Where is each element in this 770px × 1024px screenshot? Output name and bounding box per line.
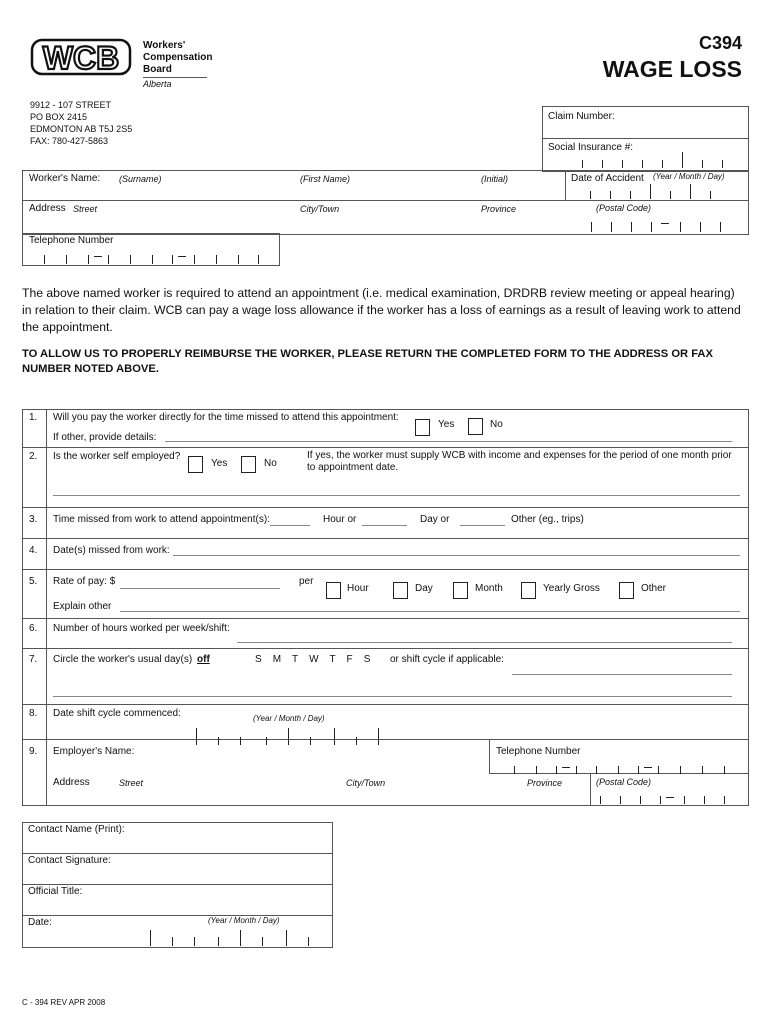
- q8-tick: [356, 737, 357, 745]
- q1-no-checkbox[interactable]: [468, 418, 483, 435]
- sin-label[interactable]: Social Insurance #:: [548, 142, 634, 153]
- q7-off-label: off: [197, 654, 210, 665]
- phone-tick: [66, 255, 67, 264]
- q7-field[interactable]: [53, 696, 732, 697]
- q5-yearly-label: Yearly Gross: [543, 583, 600, 594]
- telephone-label[interactable]: Telephone Number: [29, 235, 114, 246]
- postal-dash: [661, 223, 669, 224]
- q5-per-label: per: [299, 576, 314, 587]
- q9-text: Employer's Name:: [53, 746, 135, 757]
- postal-tick: [631, 222, 632, 232]
- phone-tick: [44, 255, 45, 264]
- q9-phone-tick: [596, 766, 597, 774]
- sin-tick: [642, 160, 643, 168]
- q8-tick: [334, 728, 335, 745]
- intro-paragraph: The above named worker is required to attend an appointment (i.e. medical examination, DRDRB review meeting or appeal hearing) in relation to their claim. WCB can pay a wage loss allowance if the worker has a loss of earnings as a result of leaving work to attend the appointment.: [22, 286, 741, 334]
- q9-postal-tick: [620, 796, 621, 804]
- q4-field[interactable]: [173, 555, 740, 556]
- q6-number: 6.: [29, 623, 38, 634]
- q5-hour-checkbox[interactable]: [326, 582, 341, 599]
- q8-tick: [288, 728, 289, 745]
- svg-text:WCB: WCB: [42, 40, 120, 76]
- q2-yes-label: Yes: [211, 458, 228, 469]
- claim-divider: [542, 138, 749, 139]
- address-line3: EDMONTON AB T5J 2S5: [30, 124, 133, 134]
- sin-tick: [682, 152, 683, 168]
- org-region: Alberta: [143, 79, 172, 89]
- q2-field[interactable]: [53, 495, 740, 496]
- q5-day-label: Day: [415, 583, 433, 594]
- worker-divider: [22, 200, 749, 201]
- q9-postal-tick: [600, 796, 601, 804]
- phone-tick: [194, 255, 195, 264]
- accident-date-label[interactable]: Date of Accident: [571, 173, 644, 184]
- q9-phone-tick: [618, 766, 619, 774]
- phone-tick: [88, 255, 89, 264]
- q9-divider: [489, 773, 749, 774]
- q4-number: 4.: [29, 545, 38, 556]
- q8-tick: [240, 737, 241, 745]
- q1-other-label: If other, provide details:: [53, 432, 157, 443]
- q1-yes-checkbox[interactable]: [415, 419, 430, 436]
- q9-phone-tick: [702, 766, 703, 774]
- accident-date-format: (Year / Month / Day): [653, 172, 725, 181]
- q9-number: 9.: [29, 746, 38, 757]
- phone-tick: [172, 255, 173, 264]
- q9-phone-tick: [576, 766, 577, 774]
- row-divider: [22, 447, 749, 448]
- contact-date-tick: [308, 937, 309, 946]
- q9-phone-dash: [562, 767, 570, 768]
- official-title-label[interactable]: Official Title:: [28, 886, 83, 897]
- fax-number: FAX: 780-427-5863: [30, 136, 109, 146]
- q9-postal-tick: [704, 796, 705, 804]
- q9-postal-label: (Postal Code): [596, 777, 652, 787]
- q9-phone-tick: [514, 766, 515, 774]
- contact-date-tick: [194, 937, 195, 946]
- sin-tick: [602, 160, 603, 168]
- contact-signature-label[interactable]: Contact Signature:: [28, 855, 111, 866]
- first-name-label: (First Name): [300, 174, 350, 184]
- q9-street-label: Street: [119, 778, 144, 788]
- contact-date-tick: [150, 930, 151, 946]
- q2-number: 2.: [29, 451, 38, 462]
- q9-phone-tick: [556, 766, 557, 774]
- q5-yearly-checkbox[interactable]: [521, 582, 536, 599]
- city-label: City/Town: [300, 204, 340, 214]
- q2-text: Is the worker self employed?: [53, 451, 181, 462]
- q3-hour-field[interactable]: [270, 525, 310, 526]
- date-tick: [670, 191, 671, 199]
- q5-month-label: Month: [475, 583, 503, 594]
- q9-postal-dash: [666, 797, 674, 798]
- q9-province-label: Province: [527, 778, 563, 788]
- postal-tick: [700, 222, 701, 232]
- q3-number: 3.: [29, 514, 38, 525]
- wcb-logo: [30, 38, 132, 76]
- date-tick: [710, 191, 711, 199]
- q9-postal-tick: [640, 796, 641, 804]
- q8-text: Date shift cycle commenced:: [53, 708, 181, 719]
- phone-tick: [216, 255, 217, 264]
- address-line1: 9912 - 107 STREET: [30, 100, 112, 110]
- phone-dash: [178, 256, 186, 257]
- q1-yes-label: Yes: [438, 419, 455, 430]
- contact-divider: [22, 884, 333, 885]
- return-instruction: TO ALLOW US TO PROPERLY REIMBURSE THE WORKER, PLEASE RETURN THE COMPLETED FORM TO THE ADDRESS OR FAX NUMBER NOTED ABOVE.: [22, 348, 713, 375]
- q5-explain-field[interactable]: [120, 611, 740, 612]
- q5-day-checkbox[interactable]: [393, 582, 408, 599]
- org-name-line2: Compensation: [143, 52, 213, 63]
- contact-name-label[interactable]: Contact Name (Print):: [28, 824, 125, 835]
- q9-phone-label[interactable]: Telephone Number: [496, 746, 581, 757]
- q6-field[interactable]: [237, 642, 732, 643]
- phone-tick: [108, 255, 109, 264]
- province-label: Province: [481, 204, 517, 214]
- street-label: Street: [73, 204, 98, 214]
- contact-date-tick: [172, 937, 173, 946]
- sin-tick: [582, 160, 583, 168]
- address-label[interactable]: Address: [29, 203, 66, 214]
- q9-city-label: City/Town: [346, 778, 386, 788]
- postal-tick: [651, 222, 652, 232]
- org-divider: [143, 77, 207, 78]
- date-tick: [630, 191, 631, 199]
- q4-text: Date(s) missed from work:: [53, 545, 170, 556]
- q2-no-label: No: [264, 458, 277, 469]
- q8-tick: [310, 737, 311, 745]
- q9-postal-tick: [724, 796, 725, 804]
- q3-hour-label: Hour or: [323, 514, 357, 525]
- date-tick: [590, 191, 591, 199]
- initial-label: (Initial): [481, 174, 509, 184]
- q9-postal-tick: [684, 796, 685, 804]
- q5-explain-label: Explain other: [53, 601, 112, 612]
- q7-cycle-label: or shift cycle if applicable:: [390, 654, 504, 665]
- q9-phone-tick: [638, 766, 639, 774]
- q8-number: 8.: [29, 708, 38, 719]
- phone-tick: [152, 255, 153, 264]
- q8-tick: [378, 728, 379, 745]
- postal-tick: [591, 222, 592, 232]
- worker-divider: [565, 170, 566, 201]
- contact-date-tick: [286, 930, 287, 946]
- q9-address-label[interactable]: Address: [53, 777, 90, 788]
- q3-day-label: Day or: [420, 514, 450, 525]
- phone-tick: [258, 255, 259, 264]
- sin-tick: [662, 160, 663, 168]
- phone-dash: [94, 256, 102, 257]
- q3-text: Time missed from work to attend appointment(s):: [53, 514, 270, 525]
- row-divider: [22, 569, 749, 570]
- q9-divider: [489, 739, 490, 773]
- phone-tick: [238, 255, 239, 264]
- q7-cycle-field[interactable]: [512, 674, 732, 675]
- q8-tick: [196, 728, 197, 745]
- row-divider: [22, 538, 749, 539]
- row-divider: [22, 507, 749, 508]
- q9-phone-tick: [680, 766, 681, 774]
- surname-label: (Surname): [119, 174, 162, 184]
- q5-other-checkbox[interactable]: [619, 582, 634, 599]
- q5-month-checkbox[interactable]: [453, 582, 468, 599]
- q9-postal-tick: [660, 796, 661, 804]
- postal-tick: [720, 222, 721, 232]
- sin-tick: [622, 160, 623, 168]
- postal-tick: [611, 222, 612, 232]
- form-code: C394: [698, 33, 742, 53]
- contact-date-format: (Year / Month / Day): [208, 916, 280, 925]
- q1-no-label: No: [490, 419, 503, 430]
- q3-other-label: Other (eg., trips): [511, 514, 584, 525]
- q2-note: If yes, the worker must supply WCB with income and expenses for the period of one month prior to appointment date.: [307, 450, 732, 473]
- q8-tick: [218, 737, 219, 745]
- q7-day-letters[interactable]: S M T W T F S: [255, 654, 371, 665]
- sin-tick: [722, 160, 723, 168]
- contact-divider: [22, 915, 333, 916]
- q8-date-format: (Year / Month / Day): [253, 714, 325, 723]
- org-name-line3: Board: [143, 64, 172, 75]
- number-column-divider: [46, 409, 47, 805]
- q3-day-field[interactable]: [362, 525, 407, 526]
- contact-date-label[interactable]: Date:: [28, 917, 52, 928]
- date-tick: [650, 184, 651, 199]
- q3-other-field[interactable]: [460, 525, 505, 526]
- date-tick: [690, 184, 691, 199]
- q9-phone-tick: [658, 766, 659, 774]
- q9-phone-dash: [644, 767, 652, 768]
- q7-number: 7.: [29, 654, 38, 665]
- claim-number-label[interactable]: Claim Number:: [548, 111, 615, 122]
- q2-no-checkbox[interactable]: [241, 456, 256, 473]
- date-tick: [610, 191, 611, 199]
- q5-text: Rate of pay: $: [53, 576, 116, 587]
- form-revision: C - 394 REV APR 2008: [22, 998, 106, 1007]
- row-divider: [22, 739, 749, 740]
- form-title: WAGE LOSS: [602, 56, 742, 82]
- q1-text: Will you pay the worker directly for the time missed to attend this appointment:: [53, 412, 399, 423]
- q9-divider: [590, 773, 591, 805]
- q5-rate-field[interactable]: [120, 588, 280, 589]
- q5-hour-label: Hour: [347, 583, 369, 594]
- row-divider: [22, 704, 749, 705]
- row-divider: [22, 648, 749, 649]
- q1-number: 1.: [29, 412, 38, 423]
- contact-date-tick: [262, 937, 263, 946]
- q6-text: Number of hours worked per week/shift:: [53, 623, 230, 634]
- postal-code-label: (Postal Code): [596, 203, 652, 213]
- worker-name-label[interactable]: Worker's Name:: [29, 173, 101, 184]
- contact-date-tick: [240, 930, 241, 946]
- q7-text: Circle the worker's usual day(s): [53, 654, 193, 665]
- contact-divider: [22, 853, 333, 854]
- phone-tick: [130, 255, 131, 264]
- postal-tick: [680, 222, 681, 232]
- contact-date-tick: [218, 937, 219, 946]
- q5-number: 5.: [29, 576, 38, 587]
- sin-tick: [702, 160, 703, 168]
- q5-other-label: Other: [641, 583, 667, 594]
- row-divider: [22, 618, 749, 619]
- org-name-line1: Workers': [143, 40, 186, 51]
- q2-yes-checkbox[interactable]: [188, 456, 203, 473]
- q9-phone-tick: [536, 766, 537, 774]
- q8-tick: [266, 737, 267, 745]
- address-line2: PO BOX 2415: [30, 112, 88, 122]
- q1-other-field[interactable]: [165, 441, 732, 442]
- q9-phone-tick: [724, 766, 725, 774]
